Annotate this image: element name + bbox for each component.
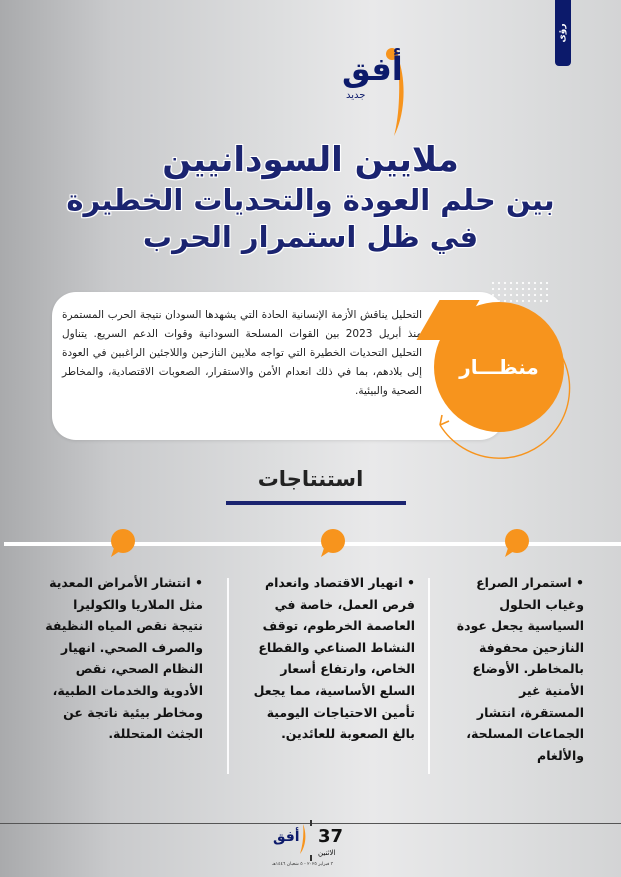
column-divider	[428, 578, 430, 774]
conclusion-item-2: • انهيار الاقتصاد وانعدام فرص العمل، خاصة في العاصمة الخرطوم، توقف النشاط الصناعي والقطاع الخاص، وارتفاع أسعار السلع الأساسية، مما يجعل تأمين الاحتياجات اليومية بالغ الصعوبة للعائدين.	[253, 575, 415, 742]
conclusions-title: استنتاجات	[257, 467, 364, 491]
footer-tick	[310, 855, 312, 861]
footer-tick	[310, 820, 312, 826]
headline-line-1: ملايين السودانيين	[162, 140, 459, 180]
headline-line-2: بين حلم العودة والتحديات الخطيرة	[66, 182, 555, 217]
issue-day: الاثنين	[318, 849, 336, 857]
headline-line-3: في ظل استمرار الحرب	[142, 219, 479, 254]
logo-subtitle: جديد	[346, 90, 366, 101]
logo-wordmark: أفق	[342, 50, 403, 88]
conclusions-underline	[226, 501, 406, 505]
issue-date: ٣ فبراير ٢٠٢٥ - ٥ شعبان ١٤٤٦هـ	[272, 862, 334, 867]
section-tab-badge	[555, 0, 571, 66]
section-tab-label: رؤى	[558, 23, 568, 43]
footer-flame-icon	[300, 824, 306, 854]
conclusion-item-3: • انتشار الأمراض المعدية مثل الملاريا والكوليرا نتيجة نقص المياه النظيفة والصرف الصحي. انهيار النظام الصحي، نقص الأدوية والخدمات الطبية، ومخاطر بيئية ناتجة عن الجثث المتحللة.	[45, 575, 203, 742]
speech-bubble-icon	[502, 528, 530, 558]
speech-bubble-icon	[318, 528, 346, 558]
publication-logo	[340, 28, 410, 110]
footer-logo: أفق	[273, 829, 300, 845]
conclusion-item-1: • استمرار الصراع وغياب الحلول السياسية يجعل عودة النازحين محفوفة بالمخاطر. الأوضاع الأمنية غير المستقرة، انتشار الجماعات المسلحة، والألغام	[456, 575, 584, 763]
summary-badge-label: منظـــار	[459, 355, 539, 379]
summary-badge	[434, 302, 564, 432]
headline	[0, 140, 621, 254]
page-number: 37	[318, 826, 344, 847]
summary-text: التحليل يناقش الأزمة الإنسانية الحادة التي يشهدها السودان نتيجة الحرب المستمرة منذ أبريل 2023 بين القوات المسلحة السودانية وقوات الدعم السريع. يتناول التحليل التحديات الخطيرة التي تواجه ملايين النازحين واللاجئين الراغبين في العودة إلى بلادهم، بما في ذلك انعدام الأمن والاستقرار، الصعوبات الاقتصادية، والمخاطر الصحية والبيئية.	[62, 309, 422, 397]
speech-bubble-icon	[108, 528, 136, 558]
column-divider	[227, 578, 229, 774]
